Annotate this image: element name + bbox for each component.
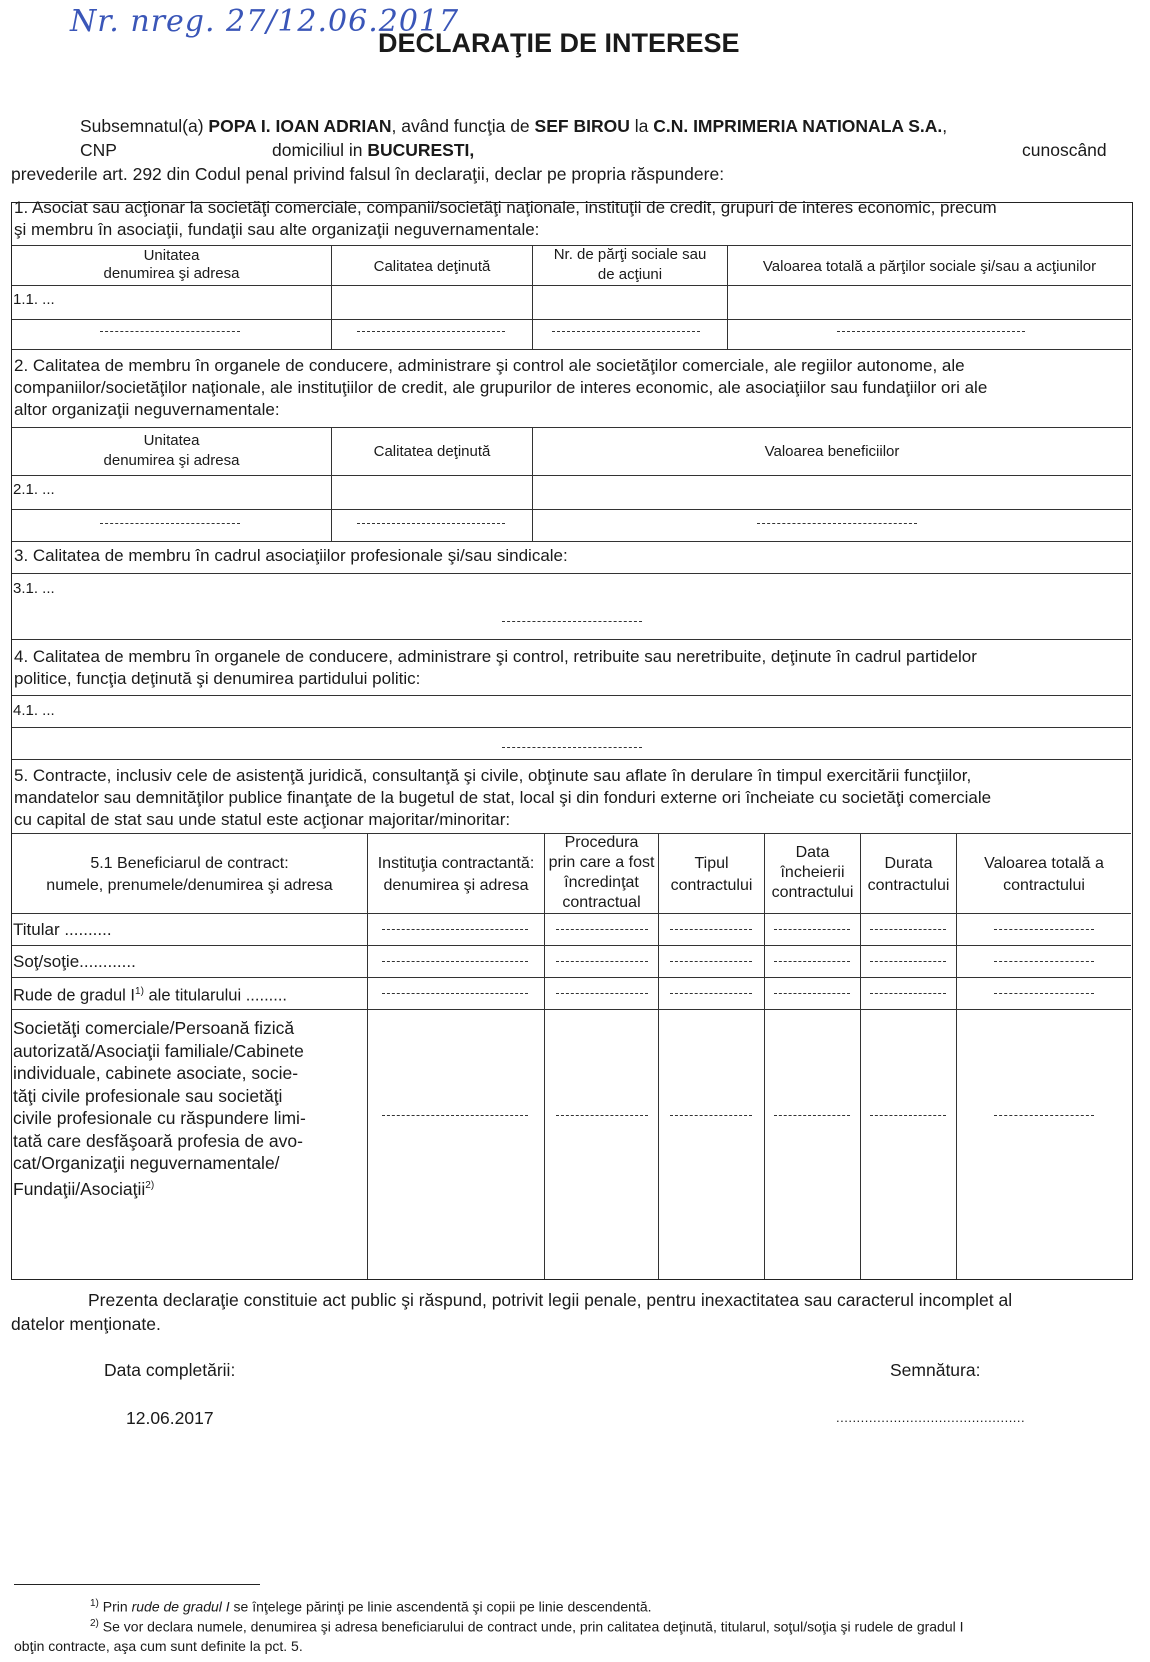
s1-blank-4: [837, 331, 1025, 332]
footnote-separator: [14, 1584, 260, 1585]
footnote-1: $^{1)}$ Prin rude de gradul I se înţelege părinţi pe linie ascendentă şi copii pe linie descendentă.: [90, 1598, 652, 1615]
date-label: Data completării:: [104, 1360, 236, 1380]
cnp-label: CNP: [80, 140, 117, 160]
domicile-city: BUCURESTI,: [367, 140, 475, 160]
s2-col-unit: Unitatea denumirea şi adresa: [103, 432, 240, 469]
s5-col-duration: Durata contractului: [867, 855, 950, 894]
s1-blank-3: [552, 331, 700, 332]
s3-blank: [502, 621, 642, 622]
section4-heading-line1: 4. Calitatea de membru în organele de conducere, administrare şi control, retribuite sau neretribuite, deţinute în cadrul partidelor: [14, 647, 977, 666]
s5-blank: [556, 961, 648, 962]
s5-blank: [870, 961, 946, 962]
closing-statement-line2: datelor menţionate.: [11, 1314, 161, 1334]
s4-row-label: 4.1. ...: [13, 702, 55, 719]
declarant-name: POPA I. IOAN ADRIAN: [208, 116, 392, 136]
signature-line: ..............................................: [836, 1410, 1026, 1425]
s5-blank: [774, 929, 850, 930]
s5-blank: [382, 1115, 528, 1116]
section2-heading-line3: altor organizaţii neguvernamentale:: [14, 400, 280, 419]
s5-col-date: Data încheierii contractului: [771, 844, 854, 901]
s5-row-spouse: Soţ/soţie............: [13, 952, 136, 971]
s5-blank: [994, 1115, 1094, 1116]
s5-blank: [774, 961, 850, 962]
s2-blank-1: [100, 523, 240, 524]
declaration-form: [11, 198, 1133, 1280]
s5-row-titular: Titular ..........: [13, 920, 112, 939]
page-title: DECLARAŢIE DE INTERESE: [378, 28, 740, 58]
s1-row-label: 1.1. ...: [13, 291, 55, 308]
s5-blank: [870, 929, 946, 930]
s5-blank: [382, 993, 528, 994]
s1-col-shares: Nr. de părţi sociale sau de acţiuni: [553, 246, 707, 283]
section1-heading-line2: şi membru în asociaţii, fundaţii sau alte organizaţii neguvernamentale:: [14, 220, 540, 239]
section3-heading: 3. Calitatea de membru în cadrul asociaţiilor profesionale şi/sau sindicale:: [14, 546, 568, 565]
s5-blank: [870, 1115, 946, 1116]
section2-heading-line1: 2. Calitatea de membru în organele de conducere, administrare şi control ale societăţilor comerciale, ale regiilor autonome, ale: [14, 356, 965, 375]
s1-col-capacity: Calitatea deţinută: [373, 258, 491, 275]
s2-blank-3: [757, 523, 917, 524]
section4-heading-line2: politice, funcţia deţinută şi denumirea partidului politic:: [14, 669, 421, 688]
s2-blank-2: [357, 523, 505, 524]
signature-label: Semnătura:: [890, 1360, 981, 1380]
s1-col-unit: Unitatea denumirea şi adresa: [103, 247, 240, 282]
s5-col-institution: Instituţia contractantă: denumirea şi adresa: [377, 855, 535, 894]
s5-blank: [556, 993, 648, 994]
s2-col-capacity: Calitatea deţinută: [373, 443, 491, 460]
s5-blank: [774, 993, 850, 994]
s5-blank: [382, 961, 528, 962]
s5-row-companies: Societăţi comerciale/Persoană fizică autorizată/Asociaţii familiale/Cabinete individuale, cabinete asociate, socie- tăţi civile profesionale sau societăţi civile profesionale cu răspundere limi- tată care desfăşoară profesia de avo- cat/Organizaţii neguvernamentale/ Fundaţii/Asociaţii$^{2)}$: [13, 1018, 306, 1199]
date-value: 12.06.2017: [126, 1408, 214, 1428]
s2-col-benefits: Valoarea beneficiilor: [764, 443, 900, 460]
s5-blank: [382, 929, 528, 930]
s5-col-type: Tipul contractului: [670, 855, 753, 894]
declarant-institution: C.N. IMPRIMERIA NATIONALA S.A.: [653, 116, 943, 136]
intro-line-1: Subsemnatul(a) POPA I. IOAN ADRIAN, având funcţia de SEF BIROU la C.N. IMPRIMERIA NATIONALA S.A.,: [80, 116, 948, 136]
s4-blank: [502, 747, 642, 748]
section5-heading-line1: 5. Contracte, inclusiv cele de asistenţă juridică, consultanţă şi civile, obţinute sau aflate în derulare în timpul exercitării funcţiilor,: [14, 766, 972, 785]
s5-blank: [994, 993, 1094, 994]
s5-blank: [670, 961, 752, 962]
s1-blank-2: [357, 331, 505, 332]
footnote-2-line1: $^{2)}$ Se vor declara numele, denumirea şi adresa beneficiarului de contract unde, prin calitatea deţinută, titularul, soţul/soţia şi rudele de gradul I: [90, 1618, 964, 1635]
s5-blank: [870, 993, 946, 994]
declarant-function: SEF BIROU: [534, 116, 630, 136]
s3-row-label: 3.1. ...: [13, 580, 55, 597]
s1-col-value: Valoarea totală a părţilor sociale şi/sau a acţiunilor: [762, 258, 1097, 275]
domicile: domiciliul in BUCURESTI,: [272, 140, 475, 160]
s5-blank: [994, 961, 1094, 962]
s5-blank: [556, 929, 648, 930]
footnote-2-line2: obţin contracte, aşa cum sunt definite la pct. 5.: [14, 1638, 303, 1654]
s5-blank: [774, 1115, 850, 1116]
section5-heading-line2: mandatelor sau demnităţilor publice finanţate de la bugetul de stat, local şi din fonduri externe ori încheiate cu societăţi comerciale: [14, 788, 992, 807]
knowing-word: cunoscând: [1022, 140, 1107, 160]
s5-blank: [556, 1115, 648, 1116]
s5-row-relatives: Rude de gradul $I^{1)}$ ale titularului .........: [13, 986, 287, 1005]
s1-blank-1: [100, 331, 240, 332]
section2-heading-line2: companiilor/societăţilor naţionale, ale instituţiilor de credit, ale grupurilor de interes economic, ale asociaţiilor sau fundaţiilor ori ale: [14, 378, 988, 397]
section1-heading-line1: 1. Asociat sau acţionar la societăţi comerciale, companii/societăţi naţionale, instituţii de credit, grupuri de interes economic, precum: [14, 198, 997, 217]
s5-col-value: Valoarea totală a contractului: [984, 855, 1104, 894]
intro-line-3: prevederile art. 292 din Codul penal privind falsul în declaraţii, declar pe propria răspundere:: [11, 164, 725, 184]
closing-statement-line1: Prezenta declaraţie constituie act public şi răspund, potrivit legii penale, pentru inexactitatea sau caracterul incomplet al: [88, 1290, 1013, 1310]
s5-blank: [670, 1115, 752, 1116]
s5-col-procedure: Procedura prin care a fost încredinţat contractual: [548, 834, 655, 911]
handwritten-registration-number: Nr. nreg. 27/12.06.2017: [70, 4, 460, 39]
s5-blank: [994, 929, 1094, 930]
s5-blank: [670, 993, 752, 994]
section5-heading-line3: cu capital de stat sau unde statul este acţionar majoritar/minoritar:: [14, 810, 511, 829]
s2-row-label: 2.1. ...: [13, 481, 55, 498]
s5-col-beneficiary: 5.1 Beneficiarul de contract: numele, prenumele/denumirea şi adresa: [46, 855, 333, 894]
s5-blank: [670, 929, 752, 930]
